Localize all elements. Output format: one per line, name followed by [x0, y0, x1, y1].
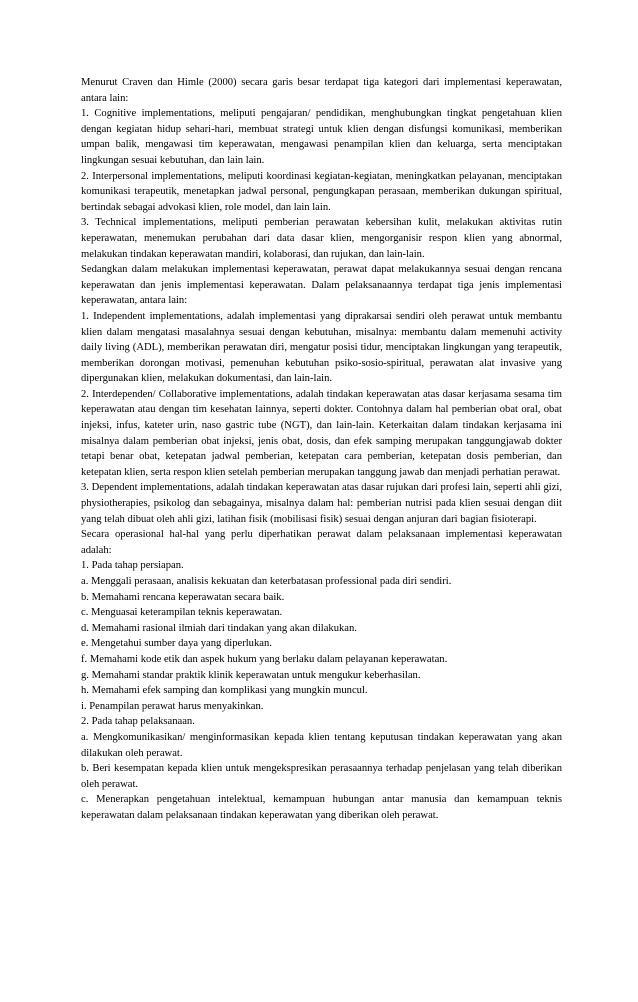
list-item-cognitive: 1. Cognitive implementations, meliputi pengajaran/ pendidikan, menghubungkan tingkat pengetahuan klien dengan kegiatan hidup sehari-hari, membuat strategi untuk klien dengan disfungsi komunikasi, memberikan umpan balik, mengawasi tim keperawatan, mengawasi penampilan klien dan keluarga, serta menciptakan lingkungan sesuai kebutuhan, dan lain lain. — [81, 108, 562, 166]
list-item-prep-h: h. Memahami efek samping dan komplikasi yang mungkin muncul. — [81, 685, 368, 697]
list-item-impl-a: a. Mengkomunikasikan/ menginformasikan kepada klien tentang keputusan tindakan keperawatan yang akan dilakukan oleh perawat. — [81, 731, 562, 759]
list-item-prep-a: a. Menggali perasaan, analisis kekuatan dan keterbatasan professional pada diri sendiri. — [81, 576, 452, 587]
list-item-collaborative: 2. Interdependen/ Collaborative implementations, adalah tindakan keperawatan atas dasar kerjasama sesama tim keperawatan atau dengan tim kesehatan lainnya, seperti dokter. Contohnya dalam hal pemberian obat oral, obat injeksi, infus, kateter urin, naso gastric tube (NGT), dan lain-lain. Keterkaitan dalam tindakan kerjasama ini misalnya dalam pemberian obat injeksi, jenis obat, dosis, dan efek samping merupakan tanggungjawab dokter tetapi benar obat, ketepatan jadwal pemberian, ketepatan cara pemberian, ketepatan dosis pemberian, dan ketepatan klien, serta respon klien setelah pemberian merupakan tanggung jawab dan menjadi perhatian perawat. — [81, 388, 562, 478]
list-item-independent: 1. Independent implementations, adalah implementasi yang diprakarsai sendiri oleh perawat untuk membantu klien dalam mengatasi masalahnya sesuai dengan kebutuhan, misalnya: membantu dalam memenuhi activity daily living (ADL), memberikan perawatan diri, mengatur posisi tidur, menciptakan lingkungan yang terapeutik, memberikan dorongan motivasi, pemenuhan kebutuhan psiko-sosio-spiritual, perawatan alat invasive yang dipergunakan klien, melakukan dokumentasi, dan lain-lain. — [81, 310, 562, 385]
list-item-impl-c: c. Menerapkan pengetahuan intelektual, kemampuan hubungan antar manusia dan kemampuan teknis keperawatan dalam pelaksanaan tindakan keperawatan yang diberikan oleh perawat. — [81, 794, 562, 821]
list-item-prep-d: d. Memahami rasional ilmiah dari tindakan yang akan dilakukan. — [81, 622, 357, 634]
paragraph-operational: Secara operasional hal-hal yang perlu diperhatikan perawat dalam pelaksanaan implementasi keperawatan adalah: — [81, 529, 562, 556]
section-heading-preparation: 1. Pada tahap persiapan. — [81, 560, 184, 572]
document-page — [81, 75, 562, 824]
list-item-prep-i: i. Penampilan perawat harus menyakinkan. — [81, 700, 264, 712]
list-item-interpersonal: 2. Interpersonal implementations, meliputi koordinasi kegiatan-kegiatan, meningkatkan pelayanan, menciptakan komunikasi terapeutik, menetapkan jadwal personal, pengungkapan perasaan, memberikan dukungan spiritual, bertindak sebagai advokasi klien, role model, dan lain lain. — [81, 170, 562, 213]
list-item-technical: 3. Technical implementations, meliputi pemberian perawatan kebersihan kulit, melakukan aktivitas rutin keperawatan, menemukan perubahan dari data dasar klien, mengorganisir respon klien yang abnormal, melakukan tindakan keperawatan mandiri, kolaborasi, dan rujukan, dan lain-lain. — [81, 217, 562, 260]
section-heading-implementation: 2. Pada tahap pelaksanaan. — [81, 716, 195, 728]
list-item-prep-g: g. Memahami standar praktik klinik keperawatan untuk mengukur keberhasilan. — [81, 669, 421, 681]
list-item-prep-c: c. Menguasai keterampilan teknis keperawatan. — [81, 607, 283, 619]
list-item-prep-e: e. Mengetahui sumber daya yang diperlukan. — [81, 638, 272, 650]
intro-paragraph: Menurut Craven dan Himle (2000) secara garis besar terdapat tiga kategori dari implementasi keperawatan, antara lain: — [81, 77, 562, 104]
list-item-prep-f: f. Memahami kode etik dan aspek hukum yang berlaku dalam pelayanan keperawatan. — [81, 653, 448, 665]
paragraph-types-intro: Sedangkan dalam melakukan implementasi keperawatan, perawat dapat melakukannya sesuai dengan rencana keperawatan dan jenis implementasi keperawatan. Dalam pelaksanaannya terdapat tiga jenis implementasi keperawatan, antara lain: — [81, 264, 562, 307]
list-item-prep-b: b. Memahami rencana keperawatan secara baik. — [81, 591, 285, 603]
list-item-impl-b: b. Beri kesempatan kepada klien untuk mengekspresikan perasaannya terhadap penjelasan yang telah diberikan oleh perawat. — [81, 763, 562, 790]
list-item-dependent: 3. Dependent implementations, adalah tindakan keperawatan atas dasar rujukan dari profesi lain, seperti ahli gizi, physiotherapies, psikolog dan sebagainya, misalnya dalam hal: pemberian nutrisi pada klien sesuai dengan diit yang telah dibuat oleh ahli gizi, latihan fisik (mobilisasi fisik) sesuai dengan anjuran dari bagian fisioterapi. — [81, 482, 562, 525]
